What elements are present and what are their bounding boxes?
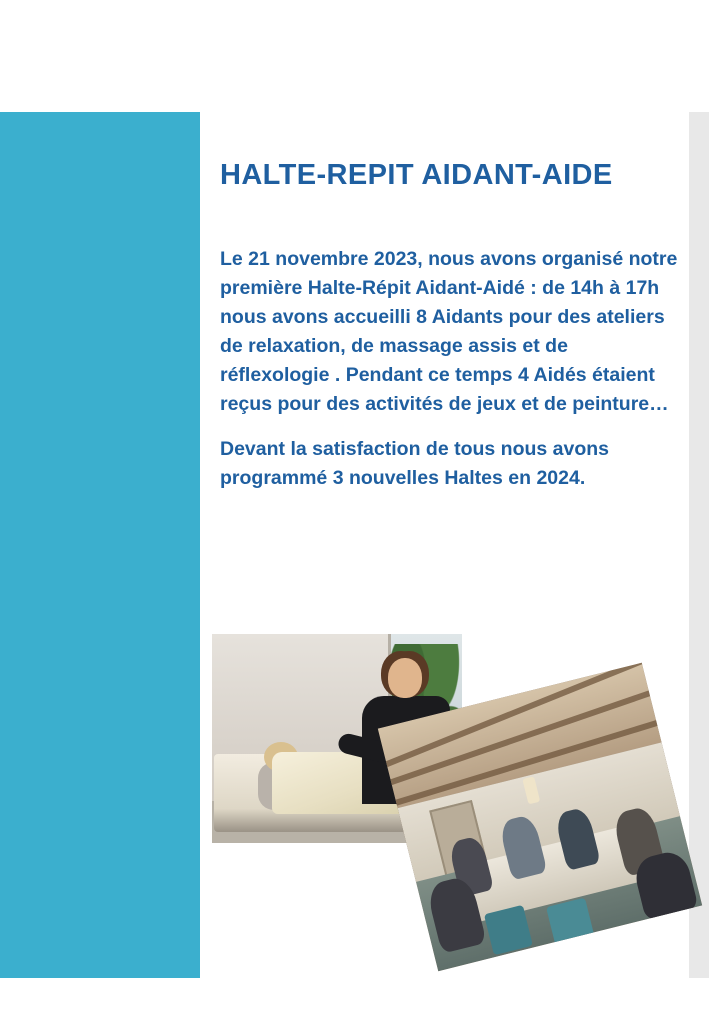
- body-text: [220, 245, 682, 509]
- paragraph-2: Devant la satisfaction de tous nous avons programmé 3 nouvelles Haltes en 2024.: [220, 438, 610, 489]
- right-margin-strip: [689, 112, 709, 978]
- page-title: HALTE-REPIT AIDANT-AIDE: [220, 159, 613, 192]
- paragraph-1: Le 21 novembre 2023, nous avons organisé notre première Halte-Répit Aidant-Aidé : de 14h à 17h nous avons accueilli 8 Aidants pour des ateliers de relaxation, de massage assis et de réflexologie . Pendant ce temps 4 Aidés étaient reçus pour des activités de jeux et de peinture…: [220, 248, 678, 415]
- bottom-margin-strip: [0, 978, 709, 1024]
- photo-massage-therapist-head: [388, 658, 422, 698]
- left-accent-band: [0, 112, 200, 978]
